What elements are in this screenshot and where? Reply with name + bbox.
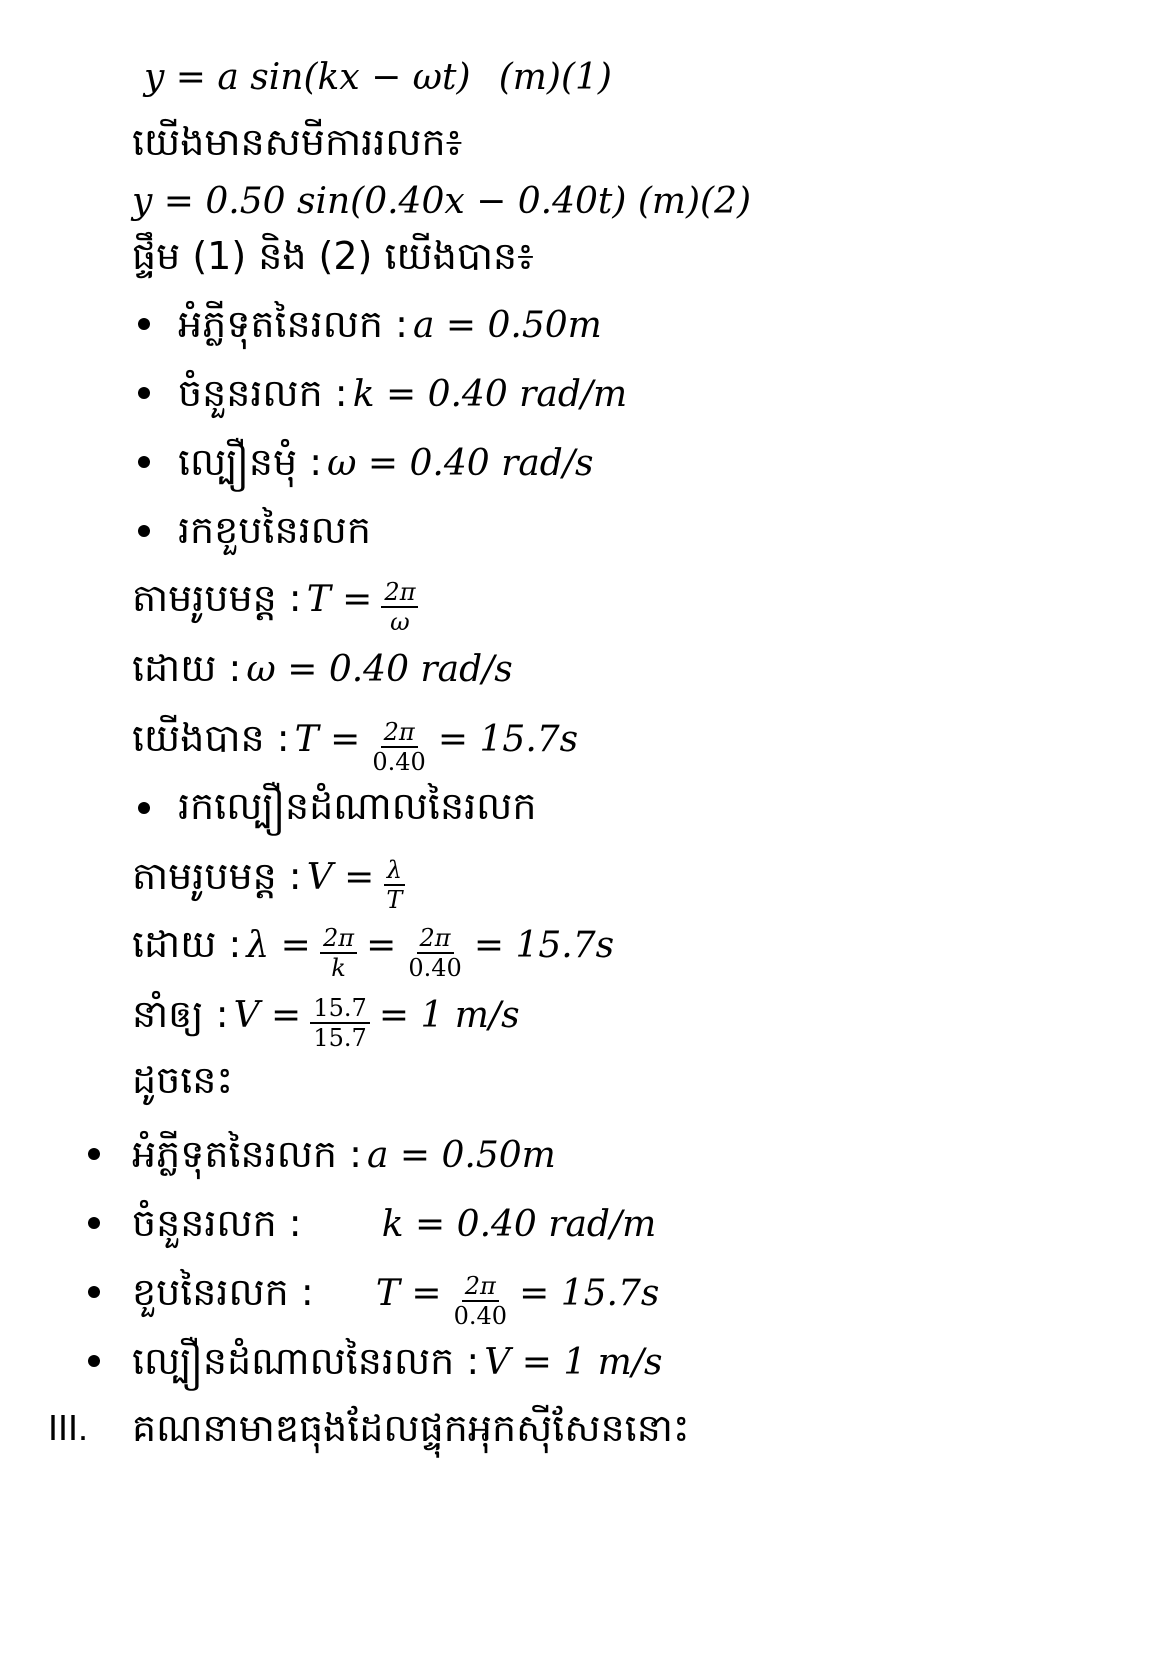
list-item: [178, 500, 371, 560]
fraction-denominator: 0.40: [372, 747, 426, 776]
speed-formula: [132, 846, 409, 914]
speed-result: [132, 984, 520, 1052]
fraction-numerator: 2π: [381, 578, 418, 608]
fraction-denominator: T: [386, 885, 403, 914]
therefore-text: ដូចនេះ: [132, 1058, 234, 1102]
period-result-lhs: T =: [294, 719, 361, 760]
period-result-fraction: [369, 718, 428, 776]
have-equation-text: យើងមានសមីការរលក៖: [132, 120, 463, 164]
summary-item: [132, 1262, 660, 1330]
period-result-rhs: = 15.7s: [437, 719, 579, 760]
list-item: [178, 363, 627, 423]
bullet-icon: [88, 1148, 100, 1160]
fraction-numerator: 2π: [320, 924, 357, 954]
speed-formula-fraction: [383, 856, 405, 914]
summary-item: [132, 1193, 656, 1253]
summary-item-expr: a = 0.50m: [367, 1135, 556, 1176]
speed-by-lhs: λ =: [246, 925, 311, 966]
fraction-denominator: 0.40: [453, 1301, 508, 1330]
bullet-icon: [138, 802, 150, 814]
summary-item: [132, 1331, 662, 1391]
bullet-icon: [138, 318, 150, 330]
bullet-icon: [138, 456, 150, 468]
bullet-icon: [88, 1286, 100, 1298]
period-by: [132, 638, 513, 698]
speed-formula-lhs: V =: [306, 857, 375, 898]
bullet-icon: [88, 1355, 100, 1367]
summary-item-rhs: = 15.7s: [519, 1273, 660, 1314]
fraction-numerator: 2π: [381, 718, 418, 748]
speed-heading: រកល្បឿនដំណាលនៃរលក: [178, 784, 537, 828]
speed-by: [132, 914, 615, 982]
fraction-denominator: 0.40: [408, 953, 462, 982]
compare-text: ផ្ទឹម (1) និង (2) យើងបាន៖: [132, 234, 534, 278]
speed-by-eq: =: [366, 925, 397, 966]
equation-1: [144, 48, 612, 108]
list-item-label: អំភ្លីទុតនៃរលក :: [178, 302, 408, 346]
list-item: [178, 432, 593, 492]
fraction-numerator: 15.7: [310, 994, 369, 1024]
speed-by-rhs: = 15.7s: [473, 925, 615, 966]
summary-item-label: ចំនួនរលក :: [132, 1201, 302, 1245]
fraction-denominator: k: [331, 953, 346, 982]
section-title: គណនាមាឌធុងដែលផ្ទុកអុកស៊ីសែននោះ: [132, 1406, 690, 1450]
summary-item-lhs: T =: [375, 1273, 442, 1314]
period-by-label: ដោយ :: [132, 646, 242, 690]
speed-by-fraction-2: [405, 924, 464, 982]
equation-1-formula: y = a sin(kx − ωt): [144, 57, 471, 98]
summary-item-expr: V = 1 m/s: [484, 1342, 663, 1383]
speed-by-label: ដោយ :: [132, 922, 242, 966]
summary-item-label: អំភ្លីទុតនៃរលក :: [132, 1132, 362, 1176]
bullet-icon: [88, 1217, 100, 1229]
fraction-numerator: λ: [384, 856, 405, 886]
speed-result-label: នាំឲ្យ :: [132, 992, 229, 1036]
list-item-label: ចំនួនរលក :: [178, 371, 348, 415]
speed-result-rhs: = 1 m/s: [378, 995, 520, 1036]
period-formula-lhs: T =: [306, 579, 373, 620]
fraction-denominator: ω: [390, 607, 410, 636]
section-numeral: III.: [48, 1407, 89, 1448]
period-result: [132, 708, 579, 776]
speed-result-lhs: V =: [233, 995, 302, 1036]
period-formula-label: តាមរូបមន្ត :: [132, 576, 302, 620]
bullet-icon: [138, 525, 150, 537]
period-formula-fraction: [381, 578, 418, 636]
fraction-denominator: 15.7: [313, 1023, 367, 1052]
summary-item-fraction: [451, 1272, 510, 1330]
bullet-icon: [138, 387, 150, 399]
period-by-expr: ω = 0.40 rad/s: [246, 649, 513, 690]
list-item-expr: ω = 0.40 rad/s: [327, 443, 594, 484]
fraction-numerator: 2π: [462, 1272, 499, 1302]
list-item-label: រកខួបនៃរលក: [178, 508, 371, 552]
speed-result-fraction: [310, 994, 369, 1052]
period-formula: [132, 568, 422, 636]
list-item-label: ល្បឿនមុំ :: [178, 440, 323, 484]
list-item: [178, 294, 602, 354]
list-item-expr: k = 0.40 rad/m: [352, 374, 628, 415]
summary-item: [132, 1124, 556, 1184]
speed-by-fraction-1: [320, 924, 357, 982]
summary-item-label: ល្បឿនដំណាលនៃរលក :: [132, 1339, 480, 1383]
fraction-numerator: 2π: [417, 924, 454, 954]
equation-2: y = 0.50 sin(0.40x − 0.40t) (m)(2): [132, 181, 752, 222]
list-item-expr: a = 0.50m: [413, 305, 602, 346]
equation-1-units: (m)(1): [498, 57, 612, 98]
period-result-label: យើងបាន :: [132, 716, 290, 760]
summary-item-expr: k = 0.40 rad/m: [381, 1204, 657, 1245]
summary-item-label: ខួបនៃរលក :: [132, 1270, 314, 1314]
speed-formula-label: តាមរូបមន្ត :: [132, 854, 302, 898]
